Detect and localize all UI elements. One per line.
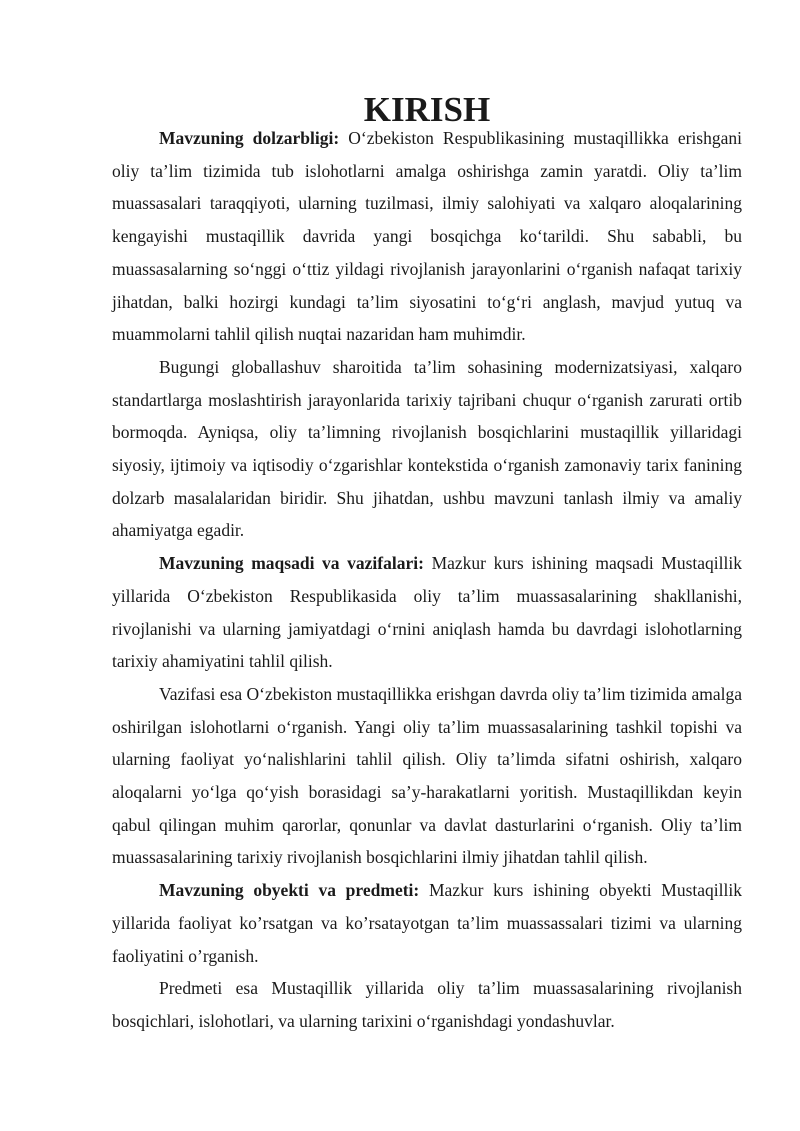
paragraph-relevance-continued (112, 351, 742, 547)
paragraph-goals (112, 547, 742, 678)
paragraph-object (112, 874, 742, 972)
paragraph-subject (112, 972, 742, 1037)
paragraph-tasks (112, 678, 742, 874)
paragraph-relevance (112, 122, 742, 351)
paragraph-text: O‘zbekiston Respublikasining mustaqillikka erishgani oliy ta’lim tizimida tub islohotlarni amalga oshirishga zamin yaratdi. Oliy ta’lim muassasalari taraqqiyoti, ularning tuzilmasi, ilmiy salohiyati va xalqaro aloqalarining kengayishi mustaqillik davrida yangi bosqichga ko‘tarildi. Shu sababli, bu muassasalarning so‘nggi o‘ttiz yildagi rivojlanish jarayonlarini o‘rganish nafaqat tarixiy jihatdan, balki hozirgi kundagi ta’lim siyosatini to‘g‘ri anglash, mavjud yutuq va muammolarni tahlil qilish nuqtai nazaridan ham muhimdir. (112, 128, 742, 345)
paragraph-text: Bugungi globallashuv sharoitida ta’lim sohasining modernizatsiyasi, xalqaro standartlarga moslashtirish jarayonlarida tarixiy tajribani chuqur o‘rganish zarurati ortib bormoqda. Ayniqsa, oliy ta’limning rivojlanish bosqichlarini mustaqillik yillaridagi siyosiy, ijtimoiy va iqtisodiy o‘zgarishlar kontekstida o‘rganish zamonaviy tarix fanining dolzarb masalalaridan biridir. Shu jihatdan, ushbu mavzuni tanlash ilmiy va amaliy ahamiyatga egadir. (112, 356, 742, 541)
paragraph-text: Mazkur kurs ishining maqsadi Mustaqillik yillarida O‘zbekiston Respublikasida oliy ta’lim muassasalarining shakllanishi, rivojlanishi va ularning jamiyatdagi o‘rnini aniqlash hamda bu davrdagi islohotlarning tarixiy ahamiyatini tahlil qilish. (112, 553, 742, 672)
document-page (112, 90, 742, 1038)
paragraph-lead: Mavzuning obyekti va predmeti: (159, 880, 420, 901)
document-title: KIRISH (363, 90, 491, 129)
paragraph-text: Predmeti esa Mustaqillik yillarida oliy ta’lim muassasalarining rivojlanish bosqichlari, islohotlari, va ularning tarixini o‘rganishdagi yondashuvlar. (112, 978, 742, 1031)
paragraph-text: Mazkur kurs ishining obyekti Mustaqillik yillarida faoliyat ko’rsatgan va ko’rsatayotgan ta’lim muassassalari tizimi va ularning faoliyatini o’rganish. (112, 880, 742, 966)
paragraph-lead: Mavzuning dolzarbligi: (159, 128, 340, 148)
paragraph-lead: Mavzuning maqsadi va vazifalari: (159, 553, 424, 574)
paragraph-text: Vazifasi esa O‘zbekiston mustaqillikka erishgan davrda oliy ta’lim tizimida amalga oshirilgan islohotlarni o‘rganish. Yangi oliy ta’lim muassasalarining tashkil topishi va ularning faoliyat yo‘nalishlarini tahlil qilish. Oliy ta’limda sifatni oshirish, xalqaro aloqalarni yo‘lga qo‘yish borasidagi sa’y-harakatlarni yoritish. Mustaqillikdan keyin qabul qilingan muhim qarorlar, qonunlar va davlat dasturlarini o‘rganish. Oliy ta’lim muassasalarining tarixiy rivojlanish bosqichlarini ilmiy jihatdan tahlil qilish. (112, 683, 742, 868)
